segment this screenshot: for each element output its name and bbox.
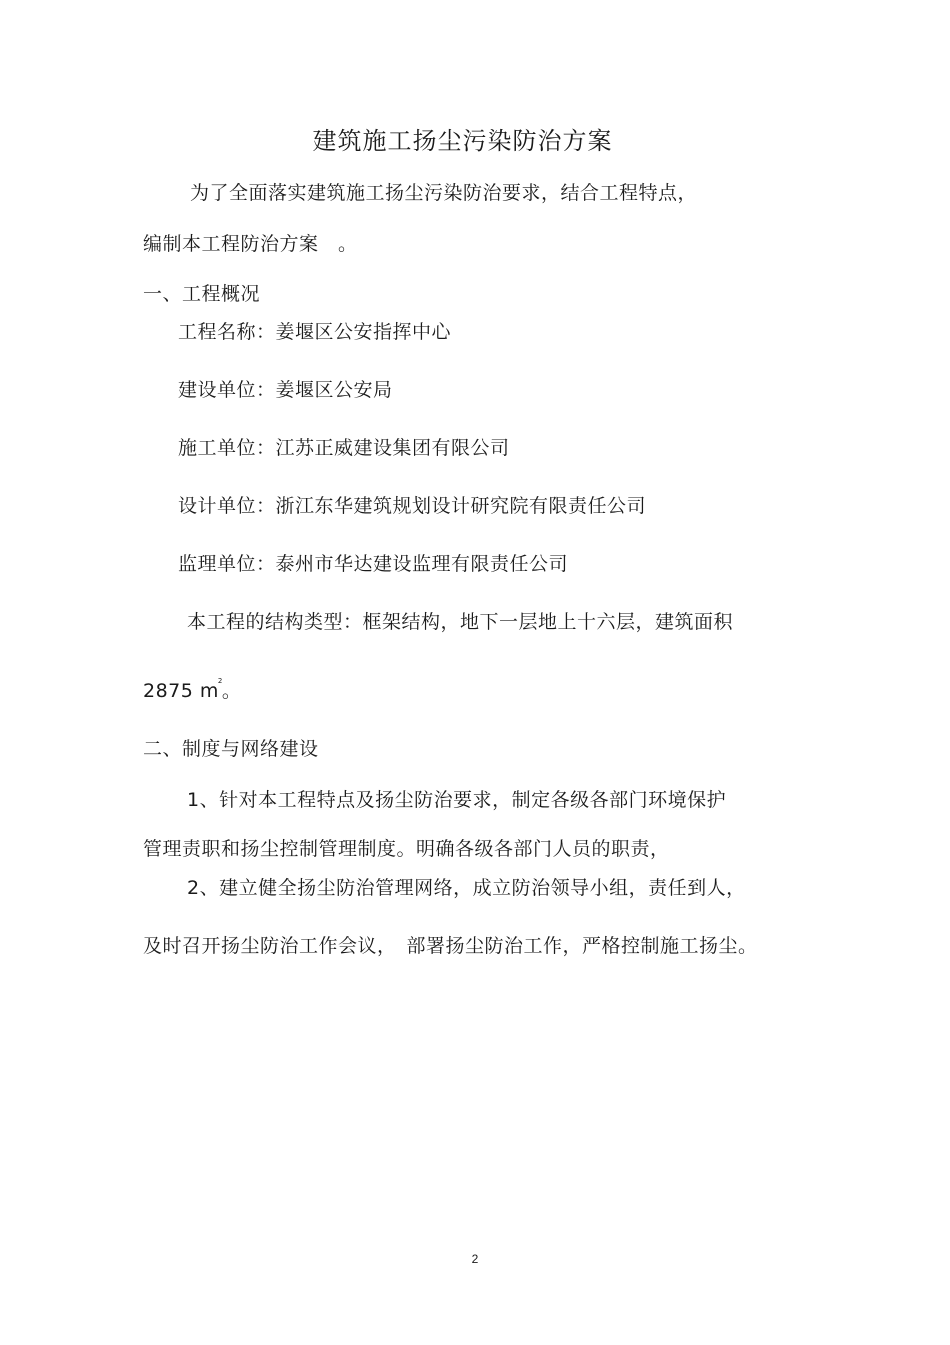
document-title: 建筑施工扬尘污染防治方案 — [312, 127, 613, 155]
section-2-heading: 二、制度与网络建设 — [143, 738, 319, 760]
building-area-value: 2875 m — [143, 680, 219, 702]
building-area — [143, 669, 241, 703]
structure-line-1: 本工程的结构类型：框架结构，地下一层地上十六层，建筑面积 — [187, 611, 734, 633]
construction-owner: 建设单位：姜堰区公安局 — [178, 379, 393, 401]
intro-line-1: 为了全面落实建筑施工扬尘污染防治要求，结合工程特点， — [190, 182, 698, 204]
intro-line-2: 编制本工程防治方案 。 — [143, 233, 358, 255]
section-1-heading: 一、工程概况 — [143, 283, 261, 305]
supervision-unit: 监理单位：泰州市华达建设监理有限责任公司 — [178, 553, 569, 575]
area-suffix: 。 — [221, 680, 242, 702]
design-unit: 设计单位：浙江东华建筑规划设计研究院有限责任公司 — [178, 495, 647, 517]
area-superscript: 2 — [217, 677, 223, 685]
para-1-line-2: 管理责职和扬尘控制管理制度。明确各级各部门人员的职责， — [143, 838, 670, 860]
project-name: 工程名称：姜堰区公安指挥中心 — [178, 321, 452, 343]
para-2-line-2: 及时召开扬尘防治工作会议， 部署扬尘防治工作，严格控制施工扬尘。 — [143, 935, 758, 957]
para-2-line-1: 2、建立健全扬尘防治管理网络，成立防治领导小组，责任到人， — [187, 877, 746, 899]
para-1-line-1: 1、针对本工程特点及扬尘防治要求，制定各级各部门环境保护 — [187, 789, 727, 811]
construction-contractor: 施工单位：江苏正威建设集团有限公司 — [178, 437, 510, 459]
page-number: 2 — [471, 1252, 479, 1266]
